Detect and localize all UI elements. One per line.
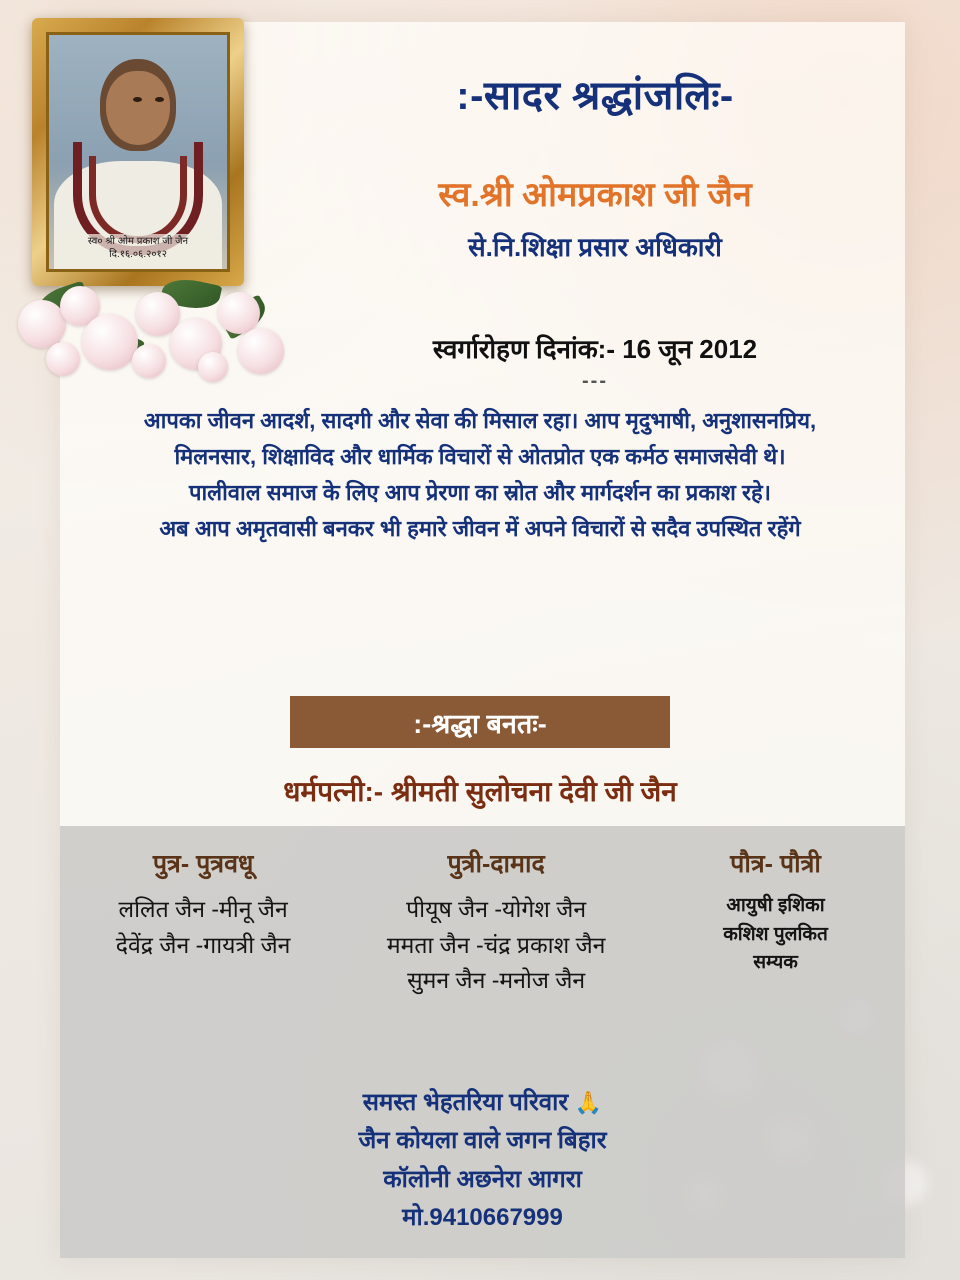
flower-shape (218, 292, 260, 334)
photo-caption-line-1: स्व० श्री ओम प्रकाश जी जैन (87, 236, 189, 247)
family-column-heading: पुत्री-दामाद (447, 850, 545, 878)
family-column-grandchildren (646, 846, 905, 999)
photo-caption (55, 234, 221, 263)
deceased-name: स्व.श्री ओमप्रकाश जी जैन (438, 176, 752, 214)
flower-shape (198, 352, 228, 382)
tribute-line: अब आप अमृतवासी बनकर भी हमारे जीवन में अपने विचारों से सदैव उपस्थित रहेंगे (159, 516, 801, 542)
flower-shape (18, 300, 66, 348)
portrait-eye-left (133, 97, 142, 102)
family-section (60, 826, 905, 1258)
namaste-icon: 🙏 (574, 1090, 603, 1115)
photo-image (46, 32, 230, 272)
family-columns (60, 846, 905, 999)
family-column-heading: पौत्र- पौत्री (730, 850, 821, 878)
shraddha-banner-label: :-श्रद्धा बनतः- (413, 708, 547, 739)
tribute-line: मिलनसार, शिक्षाविद और धार्मिक विचारों से ओतप्रोत एक कर्मठ समाजसेवी थे। (174, 444, 786, 470)
death-date: स्वर्गारोहण दिनांक:- 16 जून 2012 (432, 334, 758, 364)
family-column-daughters (346, 846, 646, 999)
family-member: पीयूष जैन -योगेश जैन (406, 896, 587, 922)
page-title: :-सादर श्रद्धांजलिः- (456, 74, 734, 118)
family-member: सम्यक (753, 952, 798, 973)
family-member: कशिश पुलकित (723, 923, 828, 945)
portrait-face (106, 71, 170, 145)
flower-shape (46, 342, 80, 376)
family-column-sons (60, 846, 346, 999)
footer-contact (60, 1084, 905, 1238)
footer-phone: मो.9410667999 (402, 1204, 563, 1232)
tribute-line: पालीवाल समाज के लिए आप प्रेरणा का स्रोत और मार्गदर्शन का प्रकाश रहे। (188, 480, 772, 506)
photo-caption-line-2: दि.१६.०६.२०१२ (109, 248, 167, 260)
flower-garland-decoration (12, 270, 312, 400)
tribute-text (70, 404, 890, 548)
footer-address-line-1: जैन कोयला वाले जगन बिहार (358, 1127, 607, 1155)
footer-address-line-2: कॉलोनी अछनेरा आगरा (383, 1165, 582, 1193)
widow-name: धर्मपत्नी:- श्रीमती सुलोचना देवी जी जैन (283, 776, 677, 807)
footer-family-name: समस्त भेहतरिया परिवार (362, 1089, 569, 1116)
family-column-heading: पुत्र- पुत्रवधू (152, 850, 254, 878)
deceased-designation: से.नि.शिक्षा प्रसार अधिकारी (468, 232, 722, 262)
family-member: सुमन जैन -मनोज जैन (407, 967, 586, 994)
family-member: ममता जैन -चंद्र प्रकाश जैन (386, 931, 606, 958)
family-member: ललित जैन -मीनू जैन (118, 896, 288, 922)
family-member: आयुषी इशिका (726, 895, 825, 916)
tribute-line: आपका जीवन आदर्श, सादगी और सेवा की मिसाल रहा। आप मृदुभाषी, अनुशासनप्रिय, (143, 408, 817, 433)
family-member: देवेंद्र जैन -गायत्री जैन (115, 931, 291, 958)
portrait-frame-area (18, 14, 280, 304)
footer-family-line (60, 1084, 905, 1122)
divider: --- (582, 370, 608, 392)
flower-shape (238, 328, 284, 374)
portrait-eye-right (155, 97, 164, 102)
photo-frame (32, 18, 244, 286)
flower-shape (132, 344, 166, 378)
flower-shape (82, 314, 138, 370)
shraddha-banner (290, 696, 670, 748)
